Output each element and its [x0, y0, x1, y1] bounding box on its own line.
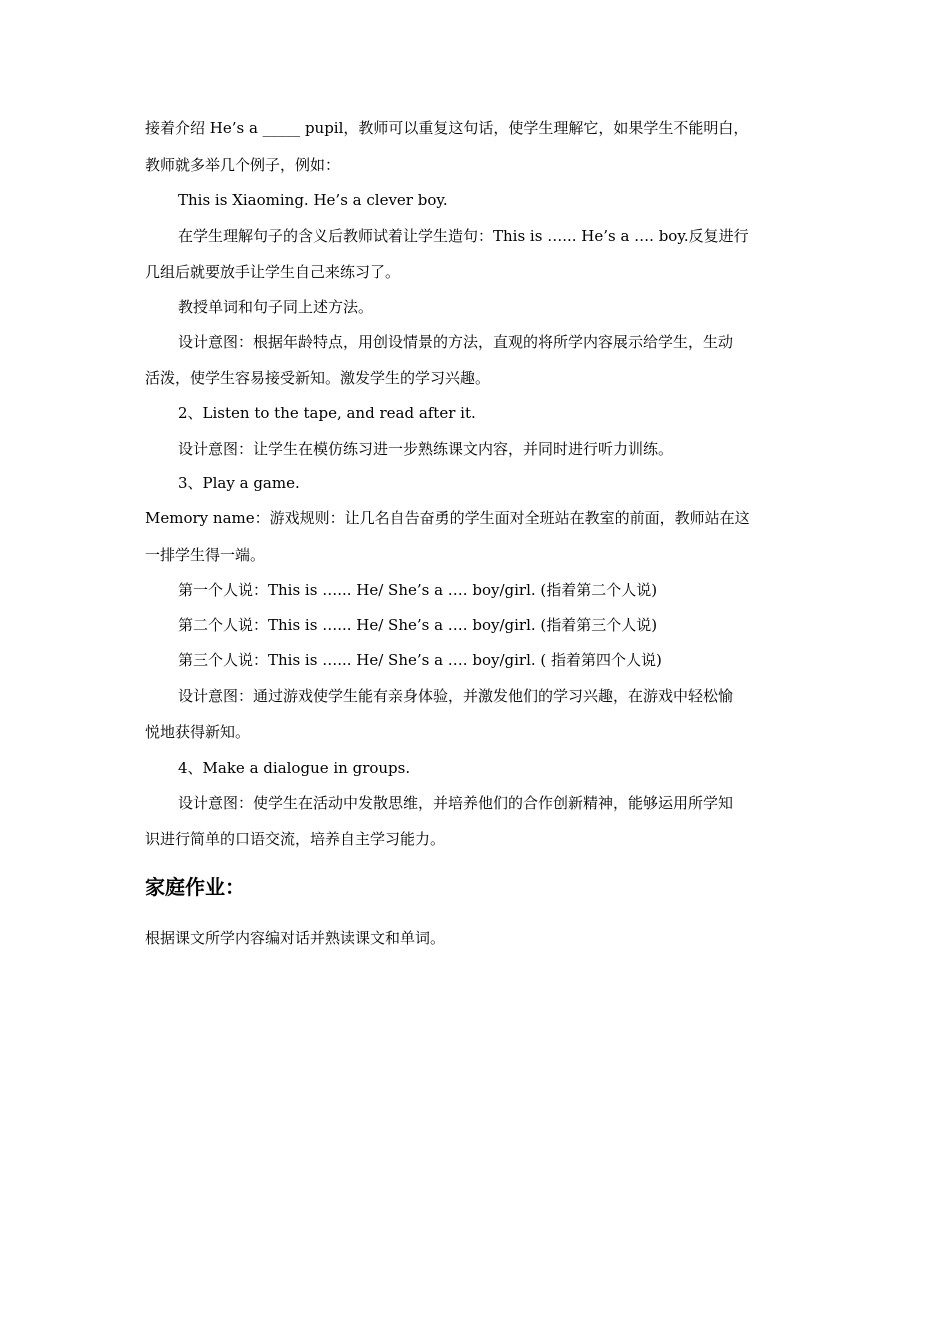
game-line: 第三个人说：This is …... He/ She’s a …. boy/girl. ( 指着第四个人说) — [178, 651, 662, 669]
paragraph-line: 一排学生得一端。 — [145, 546, 266, 564]
design-intent-line: 设计意图：根据年龄特点，用创设情景的方法，直观的将所学内容展示给学生，生动 — [178, 333, 734, 351]
game-line: 第一个人说：This is …... He/ She’s a …. boy/girl. (指着第二个人说) — [178, 581, 658, 599]
paragraph-line: 接着介绍 He’s a _____ pupil，教师可以重复这句话，使学生理解它，如果学生不能明白， — [145, 119, 749, 137]
design-intent-line: 设计意图：通过游戏使学生能有亲身体验，并激发他们的学习兴趣，在游戏中轻松愉 — [178, 687, 734, 705]
example-sentence: This is Xiaoming. He’s a clever boy. — [178, 191, 448, 209]
step-heading: 4、Make a dialogue in groups. — [178, 759, 411, 777]
design-intent-line: 设计意图：使学生在活动中发散思维，并培养他们的合作创新精神，能够运用所学知 — [178, 794, 734, 812]
paragraph-line: 活泼，使学生容易接受新知。激发学生的学习兴趣。 — [145, 369, 491, 387]
paragraph-line: Memory name：游戏规则：让几名自告奋勇的学生面对全班站在教室的前面，教师站在这 — [145, 509, 750, 527]
homework-text: 根据课文所学内容编对话并熟读课文和单词。 — [145, 929, 446, 947]
paragraph-line: 悦地获得新知。 — [145, 723, 251, 741]
step-heading: 2、Listen to the tape, and read after it. — [178, 404, 476, 422]
paragraph-line: 在学生理解句子的含义后教师试着让学生造句：This is …... He’s a …. boy.反复进行 — [178, 227, 749, 245]
paragraph-line: 教授单词和句子同上述方法。 — [178, 298, 374, 316]
game-line: 第二个人说：This is …... He/ She’s a …. boy/girl. (指着第三个人说) — [178, 616, 658, 634]
paragraph-line: 几组后就要放手让学生自己来练习了。 — [145, 263, 401, 281]
homework-heading: 家庭作业： — [145, 875, 245, 899]
paragraph-line: 教师就多举几个例子，例如： — [145, 156, 341, 174]
step-heading: 3、Play a game. — [178, 474, 300, 492]
paragraph-line: 识进行简单的口语交流，培养自主学习能力。 — [145, 830, 446, 848]
design-intent-line: 设计意图：让学生在模仿练习进一步熟练课文内容，并同时进行听力训练。 — [178, 440, 674, 458]
